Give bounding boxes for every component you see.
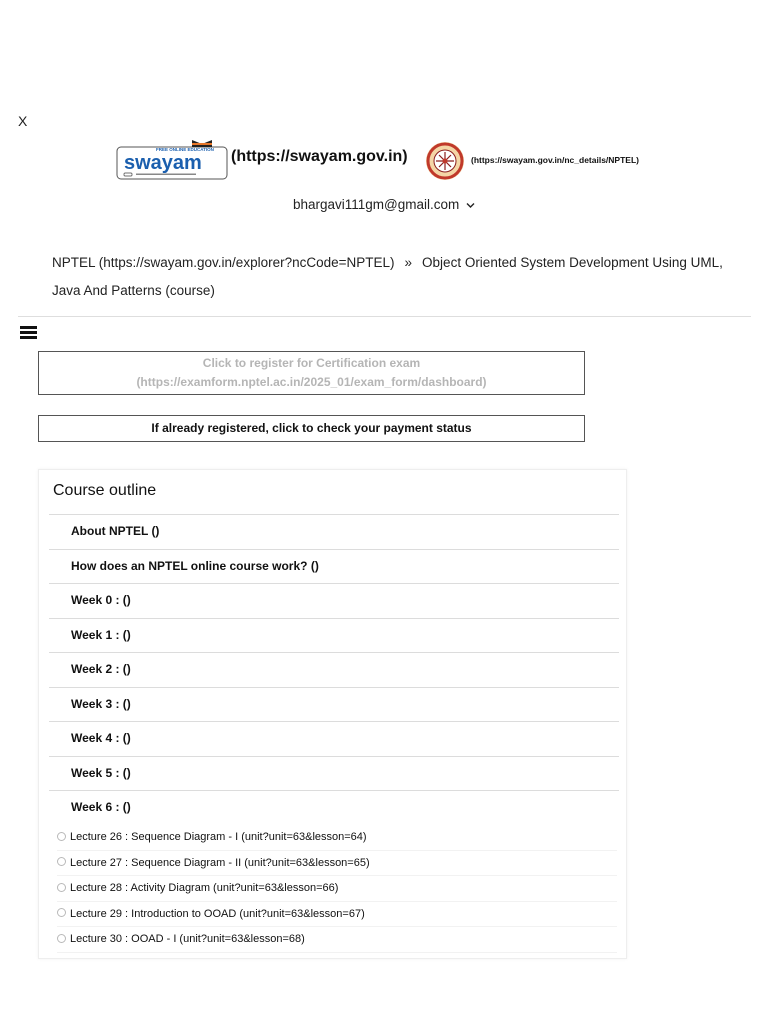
outline-item-week-5[interactable]: Week 5 : () [49, 756, 619, 791]
breadcrumb [52, 249, 732, 305]
hamburger-menu-icon[interactable] [20, 326, 37, 340]
outline-item-week-6[interactable]: Week 6 : () [49, 790, 619, 825]
chevron-down-icon[interactable] [466, 202, 475, 209]
outline-item-week-2[interactable]: Week 2 : () [49, 652, 619, 687]
breadcrumb-current-course[interactable]: Object Oriented System Development Using UML, Java And Patterns (course) [52, 255, 723, 298]
nptel-logo[interactable] [425, 141, 465, 181]
course-outline-panel [38, 469, 627, 959]
breadcrumb-nptel-link[interactable]: NPTEL (https://swayam.gov.in/explorer?ncCode=NPTEL) [52, 255, 395, 270]
nptel-details-link[interactable]: (https://swayam.gov.in/nc_details/NPTEL) [471, 155, 639, 165]
user-email[interactable]: bhargavi111gm@gmail.com [292, 197, 460, 212]
lesson-item[interactable] [57, 851, 617, 877]
check-payment-status-button[interactable]: If already registered, click to check your payment status [38, 415, 585, 442]
lesson-item[interactable] [57, 902, 617, 928]
lesson-status-circle-icon [57, 908, 66, 917]
swayam-home-link[interactable]: (https://swayam.gov.in) [231, 148, 408, 165]
lesson-link[interactable]: Lecture 27 : Sequence Diagram - II (unit?unit=63&lesson=65) [70, 856, 370, 869]
lesson-link[interactable]: Lecture 28 : Activity Diagram (unit?unit=63&lesson=66) [70, 882, 339, 894]
user-menu[interactable] [0, 197, 768, 212]
week-6-lesson-list [57, 825, 617, 953]
lesson-link[interactable]: Lecture 29 : Introduction to OOAD (unit?unit=63&lesson=67) [70, 907, 365, 920]
header-divider [18, 316, 751, 317]
swayam-tagline: FREE ONLINE EDUCATION [156, 147, 214, 152]
lesson-status-circle-icon [57, 934, 66, 943]
close-button[interactable]: X [18, 113, 28, 129]
course-outline-title: Course outline [53, 482, 157, 499]
lesson-status-circle-icon [57, 832, 66, 841]
lesson-status-circle-icon [57, 883, 66, 892]
lesson-item[interactable] [57, 927, 617, 953]
lesson-link[interactable]: Lecture 26 : Sequence Diagram - I (unit?unit=63&lesson=64) [70, 831, 367, 843]
outline-item-week-0[interactable]: Week 0 : () [49, 583, 619, 618]
swayam-logo[interactable] [116, 138, 228, 181]
outline-item-week-4[interactable]: Week 4 : () [49, 721, 619, 756]
breadcrumb-separator: » [404, 255, 413, 270]
register-certification-exam-button[interactable] [38, 351, 585, 395]
outline-item-about-nptel[interactable]: About NPTEL () [49, 514, 619, 549]
header-logos [116, 138, 676, 182]
swayam-wordmark: swayam [124, 152, 202, 174]
register-url: (https://examform.nptel.ac.in/2025_01/exam_form/dashboard) [136, 375, 487, 389]
lesson-status-circle-icon [57, 857, 66, 866]
lesson-item[interactable] [57, 825, 617, 851]
lesson-item[interactable] [57, 876, 617, 902]
outline-item-week-1[interactable]: Week 1 : () [49, 618, 619, 653]
outline-unit-list [49, 514, 619, 825]
register-label: Click to register for Certification exam [202, 356, 421, 370]
outline-item-how-it-works[interactable]: How does an NPTEL online course work? () [49, 549, 619, 584]
lesson-link[interactable]: Lecture 30 : OOAD - I (unit?unit=63&lesson=68) [70, 933, 305, 945]
outline-item-week-3[interactable]: Week 3 : () [49, 687, 619, 722]
